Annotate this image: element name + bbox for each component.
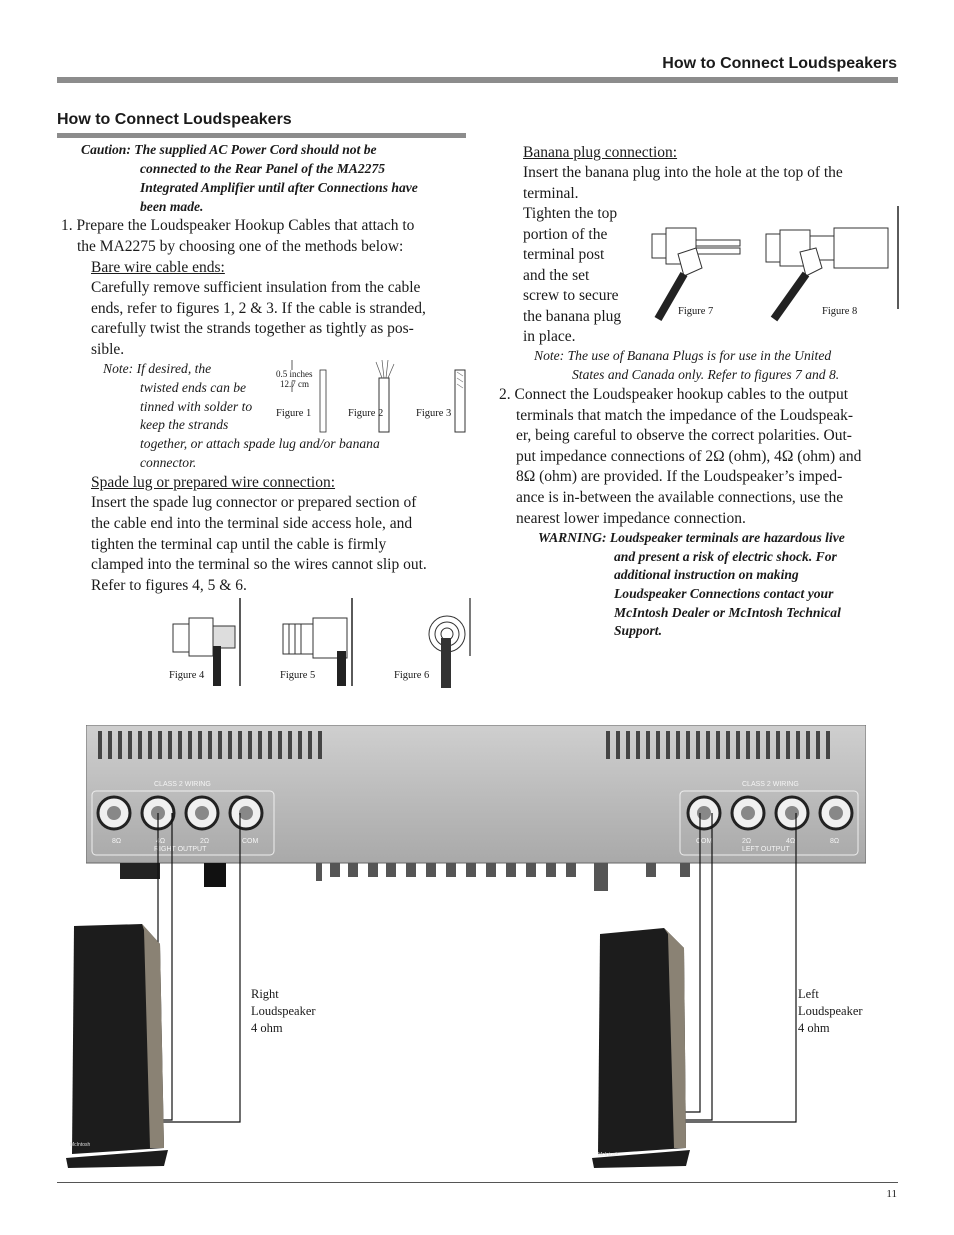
figure-8-label: Figure 8 [822,306,858,317]
figure-4-label: Figure 4 [169,670,205,681]
tighten-line-2: portion of the [523,226,608,243]
figure-7-label: Figure 7 [678,306,714,317]
warning-line-1: WARNING: Loudspeaker terminals are hazardous live [538,530,845,545]
section-title: How to Connect Loudspeakers [57,111,292,128]
banana-line-2: terminal. [523,185,579,202]
caution-line-4: been made. [140,199,204,214]
step2-line-2: terminals that match the impedance of the Loudspeak- [516,407,854,424]
right-loudspeaker-illustration [64,920,170,1170]
right-term-8ohm: 8Ω [112,838,122,845]
note-line-2: twisted ends can be [140,380,247,395]
note-line-3: tinned with solder to [140,399,253,414]
spade-line-1: Insert the spade lug connector or prepared section of [91,494,417,511]
spade-line-5: Refer to figures 4, 5 & 6. [91,577,247,594]
caution-line-1: Caution: The supplied AC Power Cord should not be [81,142,377,157]
warning-line-2: and present a risk of electric shock. For [614,549,837,564]
figure-2-label: Figure 2 [348,408,384,419]
step2-line-4: put impedance connections of 2Ω (ohm), 4Ω (ohm) and [516,448,862,465]
banana-note-line-2: States and Canada only. Refer to figures 7 and 8. [572,367,840,382]
right-term-2ohm: 2Ω [200,838,210,845]
step2-line-7: nearest lower impedance connection. [516,510,746,527]
bare-line-1: Carefully remove sufficient insulation from the cable [91,279,421,296]
tighten-line-3: terminal post [523,246,605,263]
banana-line-1: Insert the banana plug into the hole at the top of the [523,164,843,181]
note-line-5: together, or attach spade lug and/or banana [140,436,380,451]
class2-wiring-left: CLASS 2 WIRING [154,781,211,788]
spade-line-2: the cable end into the terminal side access hole, and [91,515,413,532]
right-term-4ohm: 4Ω [156,838,166,845]
step2-line-1: 2. Connect the Loudspeaker hookup cables to the output [499,386,849,403]
left-term-4ohm: 4Ω [786,838,796,845]
right-output-label: RIGHT OUTPUT [154,846,207,853]
figure-1-label: Figure 1 [276,408,312,419]
right-speaker-label-2: Loudspeaker [251,1004,316,1018]
caution-line-3: Integrated Amplifier until after Connections have [140,180,418,195]
fig-dimension-cm: 12.7 cm [280,379,309,389]
warning-line-6: Support. [614,623,662,638]
left-loudspeaker-illustration [590,920,696,1170]
figures-1-3-illustration [272,356,472,436]
step2-line-5: 8Ω (ohm) are provided. If the Loudspeaker’s imped- [516,468,843,485]
tighten-line-7: in place. [523,328,576,345]
step1-line-1: 1. Prepare the Loudspeaker Hookup Cables that attach to [61,217,415,234]
figure-6-label: Figure 6 [394,670,430,681]
note-line-6: connector. [140,455,197,470]
figure-3-label: Figure 3 [416,408,452,419]
section-rule [57,133,466,138]
bare-line-4: sible. [91,341,125,358]
step2-line-3: er, being careful to observe the correct polarities. Out- [516,427,852,444]
left-term-8ohm: 8Ω [830,838,840,845]
left-speaker-label-2: Loudspeaker [798,1004,863,1018]
left-speaker-badge: McIntosh [598,1152,619,1158]
left-output-label: LEFT OUTPUT [742,846,790,853]
figure-5-label: Figure 5 [280,670,316,681]
tighten-line-6: the banana plug [523,308,622,325]
step1-line-2: the MA2275 by choosing one of the methods below: [77,238,404,255]
warning-line-5: McIntosh Dealer or McIntosh Technical [614,605,841,620]
page-number: 11 [886,1188,897,1200]
tighten-line-4: and the set [523,267,590,284]
amplifier-rear-panel [86,725,866,895]
footer-rule [57,1182,898,1183]
bare-line-2: ends, refer to figures 1, 2 & 3. If the cable is stranded, [91,300,426,317]
right-speaker-label-3: 4 ohm [251,1021,283,1035]
left-speaker-label-1: Left [798,987,819,1001]
warning-line-4: Loudspeaker Connections contact your [614,586,834,601]
spade-line-3: tighten the terminal cap until the cable is firmly [91,536,387,553]
tighten-line-1: Tighten the top [523,205,618,222]
left-term-com: COM [696,838,713,845]
right-speaker-label-1: Right [251,987,279,1001]
spade-heading: Spade lug or prepared wire connection: [91,474,336,491]
tighten-line-5: screw to secure [523,287,619,304]
warning-line-3: additional instruction on making [614,567,799,582]
bare-wire-heading: Bare wire cable ends: [91,259,225,276]
fig-dimension-inches: 0.5 inches [276,369,313,379]
caution-line-2: connected to the Rear Panel of the MA2275 [140,161,386,176]
step2-line-6: ance is in-between the available connections, use the [516,489,844,506]
banana-note-line-1: Note: The use of Banana Plugs is for use in the United [534,348,832,363]
note-line-1: Note: If desired, the [103,361,212,376]
class2-wiring-right: CLASS 2 WIRING [742,781,799,788]
note-line-4: keep the strands [140,417,229,432]
banana-heading: Banana plug connection: [523,144,678,161]
page-header-title: How to Connect Loudspeakers [662,55,897,72]
spade-line-4: clamped into the terminal so the wires cannot slip out. [91,556,427,573]
header-rule [57,77,898,83]
left-speaker-label-3: 4 ohm [798,1021,830,1035]
bare-line-3: carefully twist the strands together as tightly as pos- [91,320,414,337]
left-term-2ohm: 2Ω [742,838,752,845]
right-speaker-badge: McIntosh [70,1142,91,1148]
right-term-com: COM [242,838,259,845]
